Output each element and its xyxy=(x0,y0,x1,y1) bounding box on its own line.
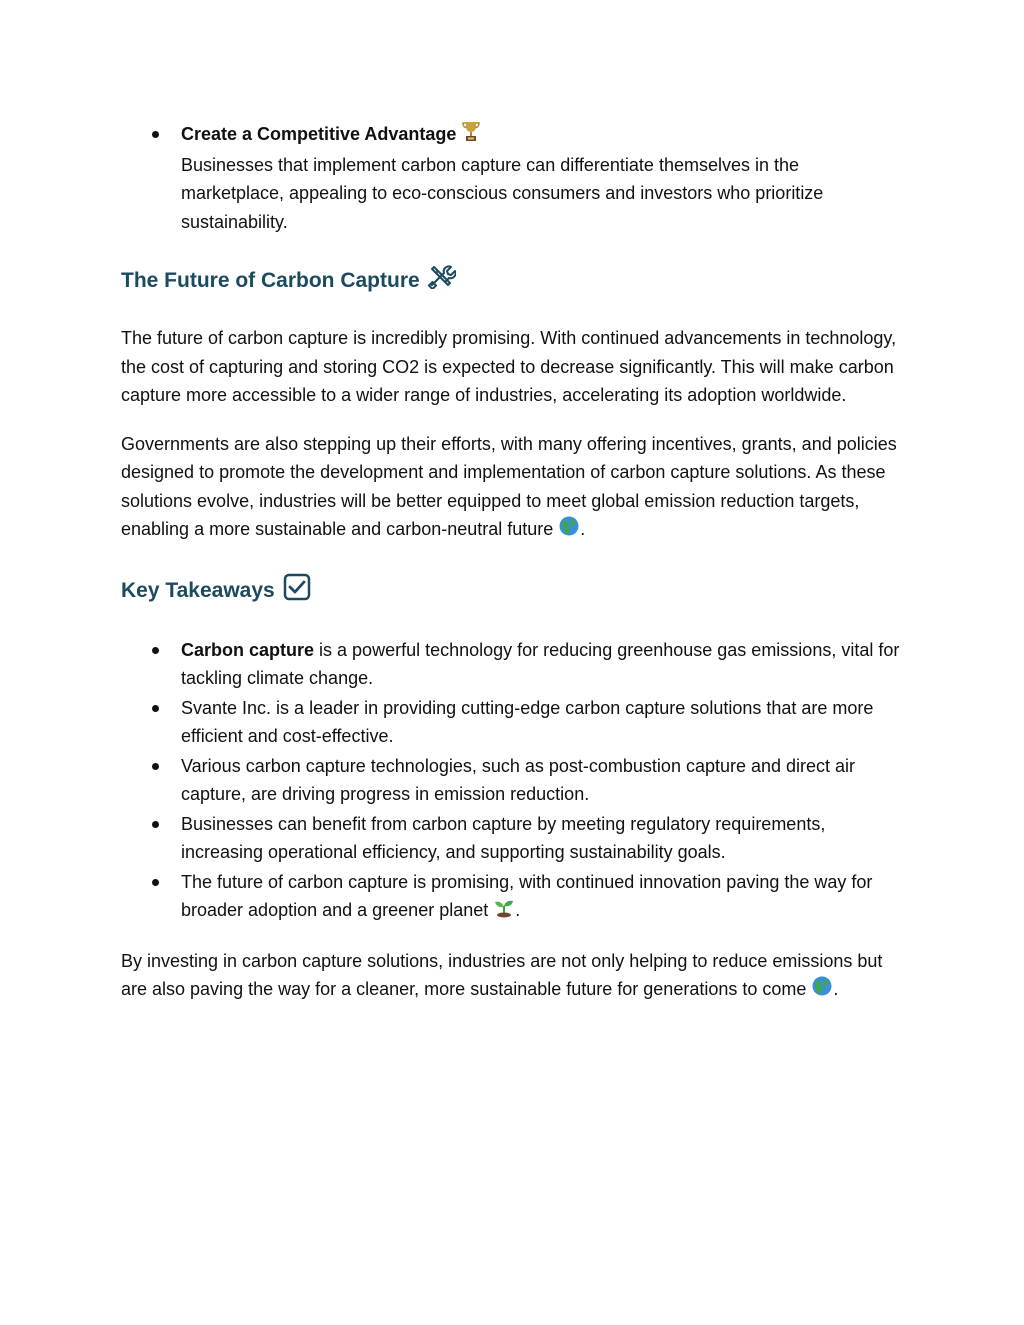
closing-end: . xyxy=(833,979,839,999)
takeaways-heading-text: Key Takeaways xyxy=(121,579,275,602)
takeaway-item xyxy=(121,810,905,867)
future-paragraph-2-end: . xyxy=(580,519,586,539)
future-heading xyxy=(121,263,905,298)
future-heading-text: The Future of Carbon Capture xyxy=(121,268,420,292)
future-paragraph-1: The future of carbon capture is incredibly promising. With continued advancements in technology, the cost of capturing and storing CO2 is expected to decrease significantly. This will make carbon capture more accessible to a wider range of industries, accelerating its adoption worldwide. xyxy=(121,328,897,405)
takeaway-item xyxy=(121,868,905,927)
page-content xyxy=(121,120,905,1006)
tools-icon xyxy=(428,263,456,298)
takeaways-list xyxy=(121,636,905,927)
advantage-item-text: Businesses that implement carbon capture can differentiate themselves in the marketplace, appealing to eco-conscious consumers and investors who prioritize sustainability. xyxy=(181,154,824,232)
takeaway-bold: Carbon capture xyxy=(181,639,315,660)
future-paragraph-2 xyxy=(121,430,905,546)
advantage-list xyxy=(121,120,905,236)
takeaways-heading xyxy=(121,573,905,610)
seedling-icon xyxy=(493,896,515,927)
takeaway-text: Svante Inc. is a leader in providing cutting-edge carbon capture solutions that are more efficient and cost-effective. xyxy=(181,697,874,746)
takeaway-text: Businesses can benefit from carbon capture by meeting regulatory requirements, increasing operational efficiency, and supporting sustainability goals. xyxy=(181,813,826,862)
globe-icon xyxy=(558,515,580,546)
advantage-item xyxy=(121,120,905,236)
takeaway-end: . xyxy=(515,900,521,920)
takeaway-text: Various carbon capture technologies, such as post-combustion capture and direct air capture, are driving progress in emission reduction. xyxy=(181,755,856,804)
globe-icon xyxy=(811,975,833,1006)
future-paragraph-2-text: Governments are also stepping up their efforts, with many offering incentives, grants, and policies designed to promote the development and implementation of carbon capture solutions. As these solutions evolve, industries will be better equipped to meet global emission reduction targets, enabling a more sustainable and carbon-neutral future xyxy=(121,433,897,539)
takeaway-item xyxy=(121,752,905,809)
takeaway-text: is a powerful technology for reducing greenhouse gas emissions, vital for tackling climate change. xyxy=(181,639,900,688)
closing-paragraph xyxy=(121,947,905,1006)
takeaway-item xyxy=(121,694,905,751)
checkbox-icon xyxy=(283,573,311,610)
advantage-item-title: Create a Competitive Advantage xyxy=(181,124,457,144)
takeaway-item xyxy=(121,636,905,693)
takeaway-text: The future of carbon capture is promising, with continued innovation paving the way for broader adoption and a greener planet xyxy=(181,871,873,920)
closing-text: By investing in carbon capture solutions, industries are not only helping to reduce emissions but are also paving the way for a cleaner, more sustainable future for generations to come xyxy=(121,950,883,999)
trophy-icon xyxy=(461,120,481,151)
